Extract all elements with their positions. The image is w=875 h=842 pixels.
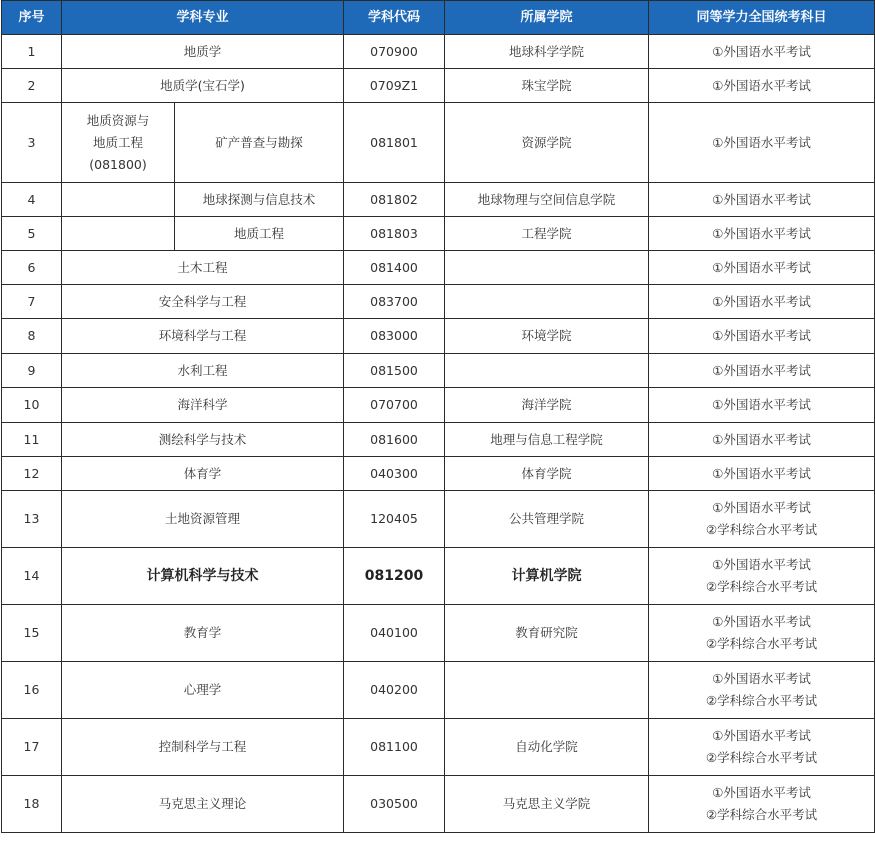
- row-code: 083000: [344, 319, 445, 354]
- row-college: 资源学院: [445, 103, 649, 183]
- row-code: 083700: [344, 285, 445, 319]
- exam-foreign: ①外国语水平考试: [712, 77, 811, 93]
- row-exam: [649, 776, 875, 833]
- row-subject: 矿产普查与勘探: [175, 103, 344, 183]
- row-subject: 控制科学与工程: [62, 719, 344, 776]
- table-row: [2, 354, 875, 388]
- table-row: [2, 69, 875, 103]
- exam-foreign: ①外国语水平考试: [712, 293, 811, 309]
- table-row: [2, 423, 875, 457]
- row-college: [445, 285, 649, 319]
- table-row: [2, 388, 875, 423]
- row-code: 081200: [344, 548, 445, 605]
- row-college: 地理与信息工程学院: [445, 423, 649, 457]
- exam-foreign: ①外国语水平考试: [712, 614, 811, 629]
- header-subject: 学科专业: [62, 1, 344, 35]
- exam-comprehensive: ②学科综合水平考试: [705, 522, 818, 537]
- row-exam: [649, 285, 875, 319]
- row-subject: 地质工程: [175, 217, 344, 251]
- row-subject: 心理学: [62, 662, 344, 719]
- row-exam: [649, 217, 875, 251]
- row-college: 地球物理与空间信息学院: [445, 183, 649, 217]
- exam-comprehensive: ②学科综合水平考试: [705, 636, 818, 651]
- row-index: 8: [2, 319, 62, 354]
- row-subject: 教育学: [62, 605, 344, 662]
- row-index: 12: [2, 457, 62, 491]
- table-row: [2, 457, 875, 491]
- table-row: [2, 103, 875, 183]
- header-index: 序号: [2, 1, 62, 35]
- row-college: 计算机学院: [445, 548, 649, 605]
- row-index: 13: [2, 491, 62, 548]
- exam-foreign: ①外国语水平考试: [712, 259, 811, 275]
- exam-foreign: ①外国语水平考试: [712, 397, 811, 412]
- row-college: 教育研究院: [445, 605, 649, 662]
- row-subject: 地质学(宝石学): [62, 69, 344, 103]
- row-index: 3: [2, 103, 62, 183]
- row-college: 公共管理学院: [445, 491, 649, 548]
- row-code: 081100: [344, 719, 445, 776]
- row-exam: [649, 35, 875, 69]
- row-code: 030500: [344, 776, 445, 833]
- row-code: 081500: [344, 354, 445, 388]
- exam-foreign: ①外国语水平考试: [712, 728, 811, 743]
- row-exam: [649, 457, 875, 491]
- table-row: [2, 285, 875, 319]
- row-code: 0709Z1: [344, 69, 445, 103]
- row-subject: 测绘科学与技术: [62, 423, 344, 457]
- row-subject: 水利工程: [62, 354, 344, 388]
- row-exam: [649, 251, 875, 285]
- table-header-row: [2, 1, 875, 35]
- row-subject: 安全科学与工程: [62, 285, 344, 319]
- row-index: 16: [2, 662, 62, 719]
- row-code: 070700: [344, 388, 445, 423]
- row-subject: 环境科学与工程: [62, 319, 344, 354]
- row-subject: 马克思主义理论: [62, 776, 344, 833]
- row-college: 环境学院: [445, 319, 649, 354]
- row-exam: [649, 548, 875, 605]
- row-subject: 土木工程: [62, 251, 344, 285]
- exam-foreign: ①外国语水平考试: [712, 785, 811, 800]
- row-subject: 体育学: [62, 457, 344, 491]
- exam-foreign: ①外国语水平考试: [712, 431, 811, 447]
- group-subject-empty: [62, 217, 175, 251]
- row-code: 040300: [344, 457, 445, 491]
- row-code: 081600: [344, 423, 445, 457]
- exam-foreign: ①外国语水平考试: [712, 671, 811, 686]
- exam-foreign: ①外国语水平考试: [712, 500, 811, 515]
- group-subject-code: (081800): [89, 156, 147, 172]
- row-college: 地球科学学院: [445, 35, 649, 69]
- row-code: 081802: [344, 183, 445, 217]
- header-exam: 同等学力全国统考科目: [649, 1, 875, 35]
- row-index: 5: [2, 217, 62, 251]
- header-code: 学科代码: [344, 1, 445, 35]
- row-code: 070900: [344, 35, 445, 69]
- row-index: 6: [2, 251, 62, 285]
- exam-comprehensive: ②学科综合水平考试: [705, 579, 818, 594]
- exam-foreign: ①外国语水平考试: [712, 328, 811, 343]
- exam-foreign: ①外国语水平考试: [712, 191, 811, 207]
- row-index: 18: [2, 776, 62, 833]
- row-college: 珠宝学院: [445, 69, 649, 103]
- row-subject: 地质学: [62, 35, 344, 69]
- table-row: [2, 319, 875, 354]
- row-exam: [649, 491, 875, 548]
- row-index: 4: [2, 183, 62, 217]
- row-subject: 地球探测与信息技术: [175, 183, 344, 217]
- table-row: [2, 217, 875, 251]
- group-subject-empty: [62, 183, 175, 217]
- exam-comprehensive: ②学科综合水平考试: [705, 750, 818, 765]
- row-exam: [649, 423, 875, 457]
- table-row: [2, 719, 875, 776]
- row-college: 马克思主义学院: [445, 776, 649, 833]
- row-exam: [649, 183, 875, 217]
- exam-foreign: ①外国语水平考试: [712, 225, 811, 241]
- row-college: 海洋学院: [445, 388, 649, 423]
- row-index: 11: [2, 423, 62, 457]
- row-college: [445, 251, 649, 285]
- row-code: 120405: [344, 491, 445, 548]
- row-exam: [649, 103, 875, 183]
- row-college: [445, 662, 649, 719]
- row-college: 体育学院: [445, 457, 649, 491]
- group-subject-line2: 地质工程: [92, 134, 143, 150]
- row-code: 040200: [344, 662, 445, 719]
- exam-foreign: ①外国语水平考试: [712, 557, 811, 572]
- row-exam: [649, 662, 875, 719]
- row-subject: 土地资源管理: [62, 491, 344, 548]
- programs-table: [1, 0, 875, 833]
- table-row: [2, 662, 875, 719]
- exam-foreign: ①外国语水平考试: [712, 362, 811, 378]
- exam-foreign: ①外国语水平考试: [712, 43, 811, 59]
- row-college: 工程学院: [445, 217, 649, 251]
- table-row: [2, 605, 875, 662]
- exam-foreign: ①外国语水平考试: [712, 134, 811, 150]
- row-exam: [649, 69, 875, 103]
- table-row: [2, 183, 875, 217]
- group-subject-cell: [62, 103, 175, 183]
- group-subject-line1: 地质资源与: [86, 112, 150, 128]
- table-row: [2, 35, 875, 69]
- table-row: [2, 491, 875, 548]
- row-subject: 海洋科学: [62, 388, 344, 423]
- row-index: 15: [2, 605, 62, 662]
- table-row: [2, 251, 875, 285]
- row-index: 2: [2, 69, 62, 103]
- exam-comprehensive: ②学科综合水平考试: [705, 693, 818, 708]
- row-exam: [649, 354, 875, 388]
- row-index: 1: [2, 35, 62, 69]
- header-college: 所属学院: [445, 1, 649, 35]
- row-code: 040100: [344, 605, 445, 662]
- row-subject: 计算机科学与技术: [62, 548, 344, 605]
- exam-foreign: ①外国语水平考试: [712, 465, 811, 481]
- row-index: 9: [2, 354, 62, 388]
- table-row: [2, 548, 875, 605]
- table-row: [2, 776, 875, 833]
- row-college: [445, 354, 649, 388]
- row-code: 081801: [344, 103, 445, 183]
- row-index: 7: [2, 285, 62, 319]
- row-code: 081400: [344, 251, 445, 285]
- row-index: 14: [2, 548, 62, 605]
- row-code: 081803: [344, 217, 445, 251]
- row-exam: [649, 719, 875, 776]
- row-exam: [649, 605, 875, 662]
- row-index: 10: [2, 388, 62, 423]
- row-index: 17: [2, 719, 62, 776]
- exam-comprehensive: ②学科综合水平考试: [705, 807, 818, 822]
- row-exam: [649, 388, 875, 423]
- row-exam: [649, 319, 875, 354]
- row-college: 自动化学院: [445, 719, 649, 776]
